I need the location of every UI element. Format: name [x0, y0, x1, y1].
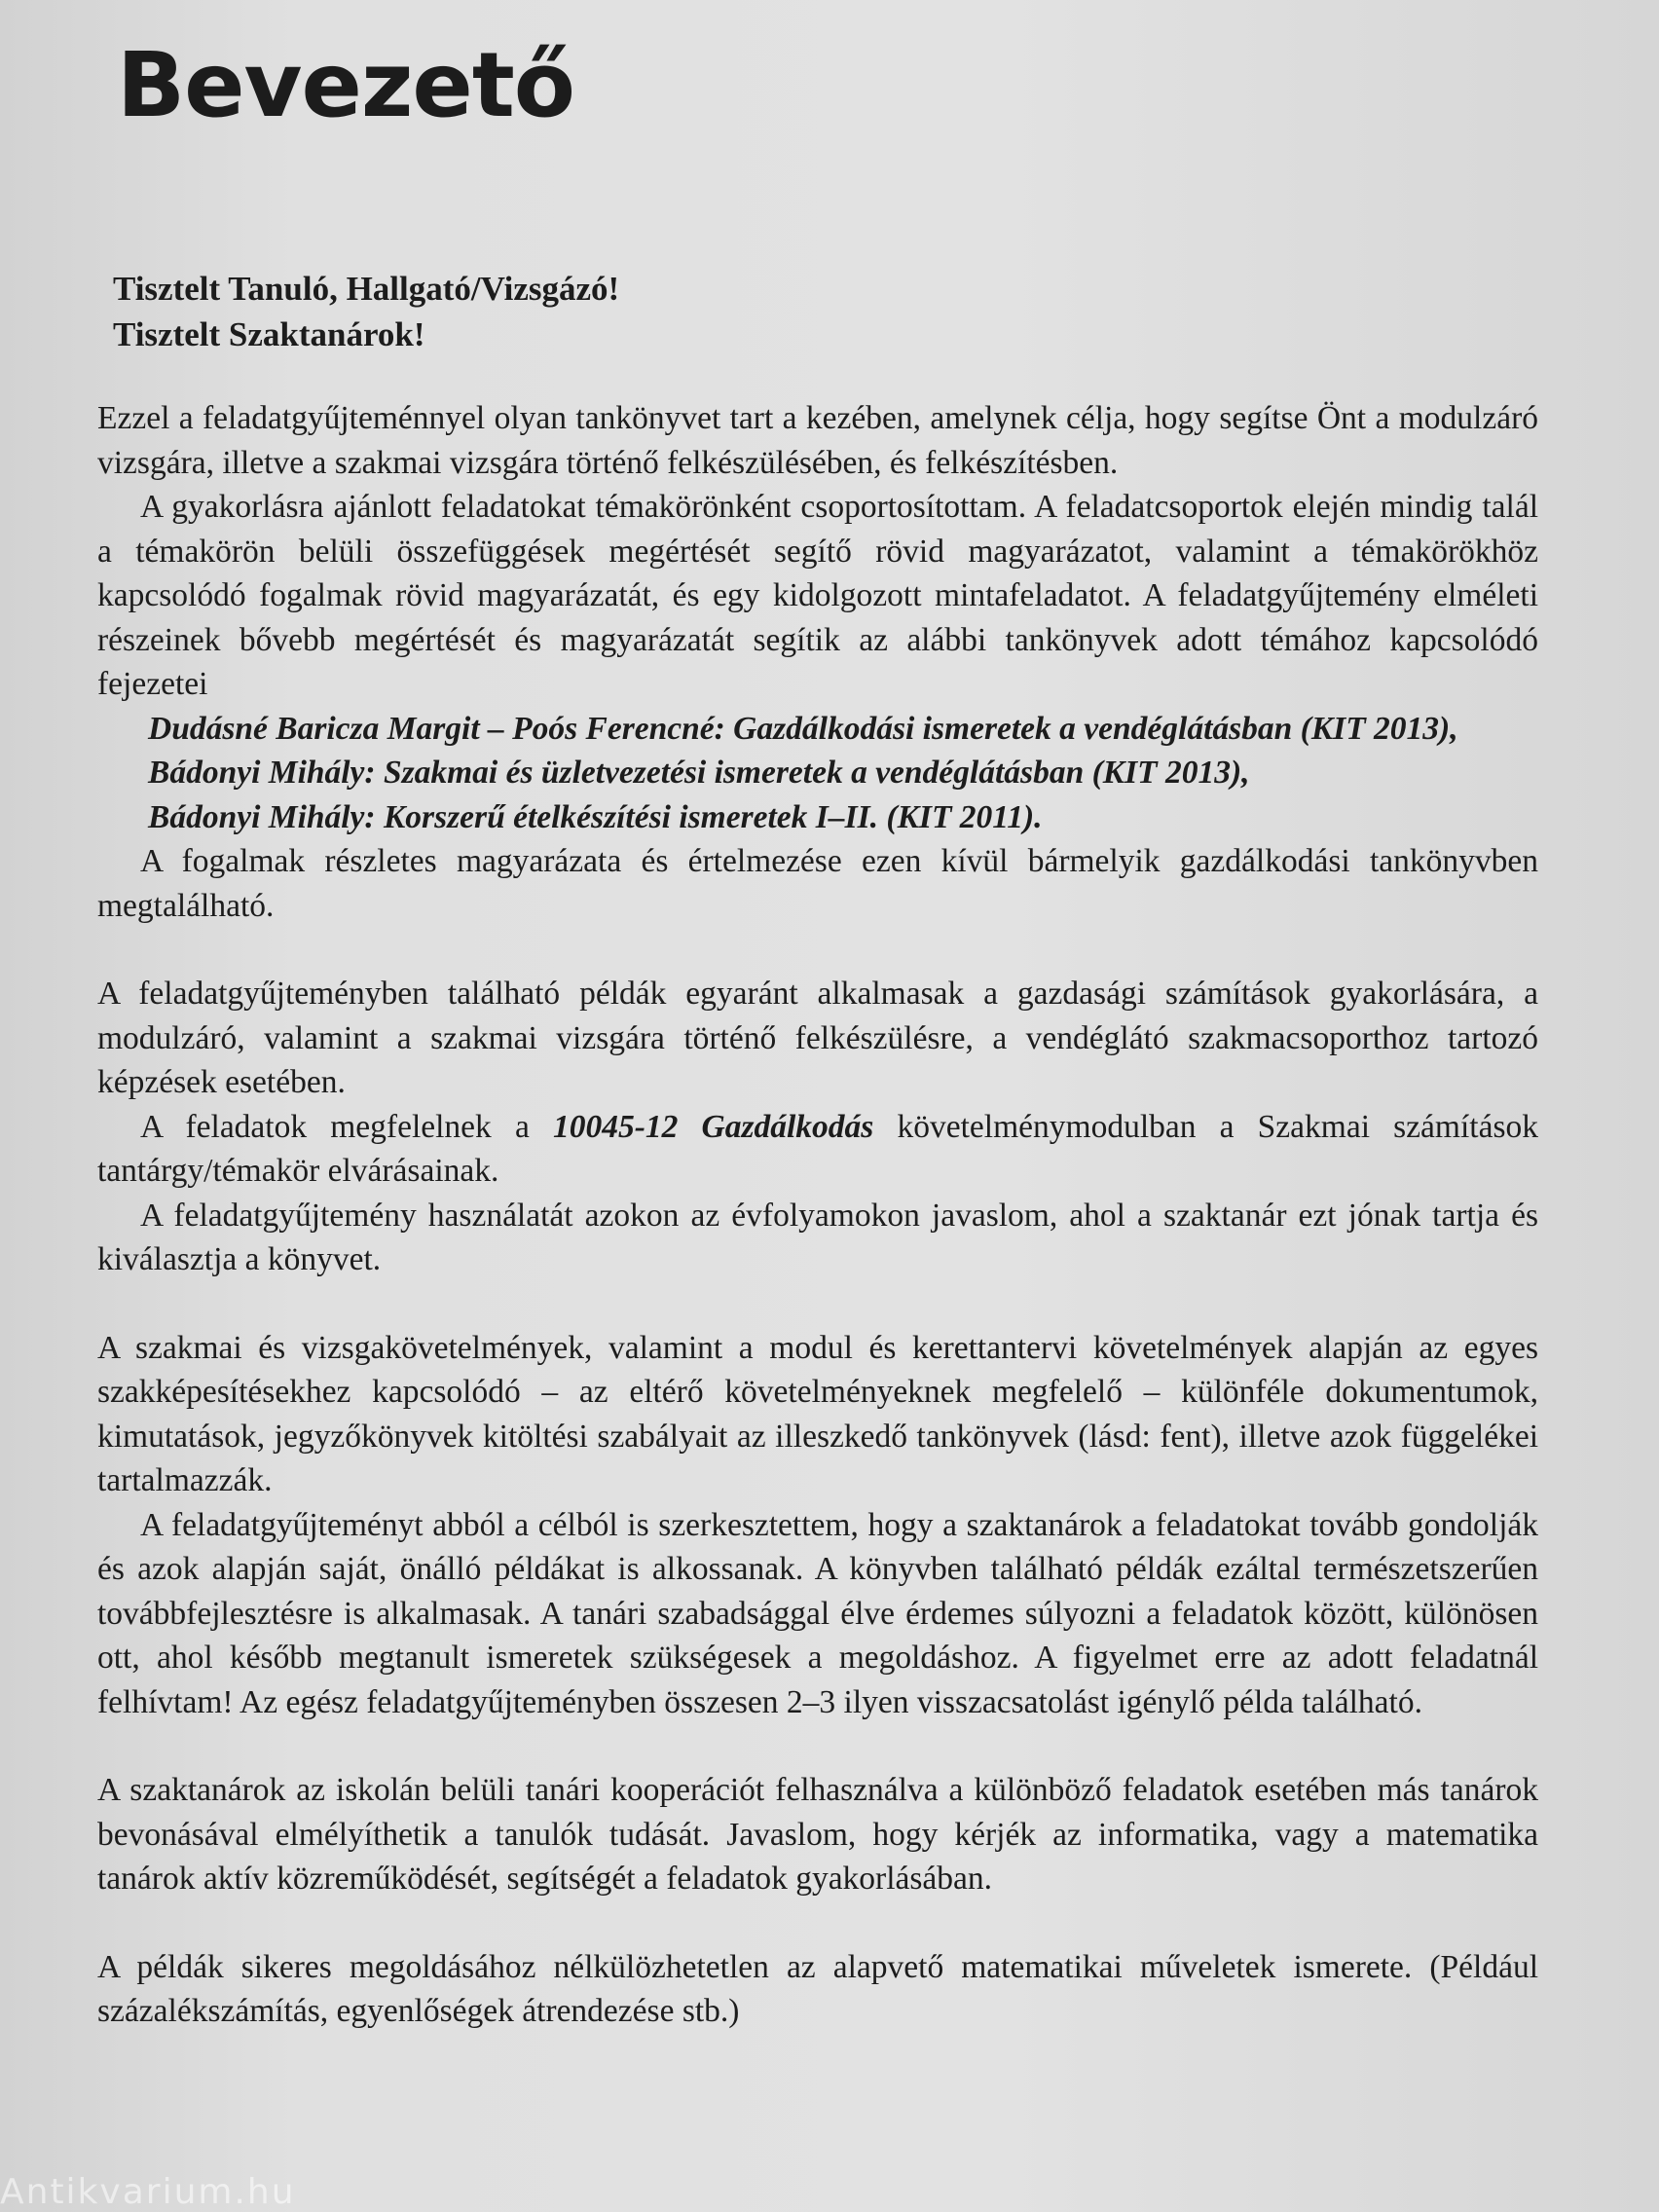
reference-3: Bádonyi Mihály: Korszerű ételkészítési ismeretek I–II. (KIT 2011).	[148, 798, 1043, 835]
paragraph-10: A példák sikeres megoldásához nélkülözhetetlen az alapvető matematikai műveletek ismerete. (Például százalékszámítás, egyenlőségek átrendezése stb.)	[97, 1948, 1538, 2029]
salutation-line-2: Tisztelt Szaktanárok!	[113, 315, 425, 353]
paragraph-5	[97, 1105, 1538, 1194]
module-code: 10045-12 Gazdálkodás	[552, 1108, 874, 1145]
salutation	[97, 266, 1538, 357]
paragraph-8: A feladatgyűjteményt abból a célból is szerkesztettem, hogy a szaktanárok a feladatokat tovább gondolják és azok alapján saját, önálló példákat is alkossanak. A könyvben található példák ezáltal természetszerűen továbbfejlesztésre is alkalmasak. A tanári szabadsággal élve érdemes súlyozni a feladatok között, különösen ott, ahol később megtanult ismeretek szükségesek a megoldáshoz. A figyelmet erre az adott feladatnál felhívtam! Az egész feladatgyűjteményben összesen 2–3 ilyen visszacsatolást igénylő példa található.	[97, 1506, 1538, 1720]
paragraph-3: A fogalmak részletes magyarázata és értelmezése ezen kívül bármelyik gazdálkodási tankönyvben megtalálható.	[97, 843, 1538, 924]
watermark: Antikvarium.hu	[0, 2172, 296, 2212]
reference-list	[97, 707, 1538, 840]
paragraph-7: A szakmai és vizsgakövetelmények, valamint a modul és kerettantervi követelmények alapján az egyes szakképesítésekhez kapcsolódó – az eltérő követelményeknek megfelelő – különféle dokumentumok, kimutatások, jegyzőkönyvek kitöltési szabályait az illeszkedő tankönyvek (lásd: fent), illetve azok függelékei tartalmazzák.	[97, 1329, 1538, 1498]
reference-2: Bádonyi Mihály: Szakmai és üzletvezetési ismeretek a vendéglátásban (KIT 2013),	[148, 755, 1250, 791]
paragraph-2: A gyakorlásra ajánlott feladatokat témakörönként csoportosítottam. A feladatcsoportok elején mindig talál a témakörön belüli összefüggések megértését segítő rövid magyarázatot, valamint a témakörökhöz kapcsolódó fogalmak rövid magyarázatát, és egy kidolgozott mintafeladatot. A feladatgyűjtemény elméleti részeinek bővebb megértését és magyarázatát segítik az alábbi tankönyvek adott témához kapcsolódó fejezetei	[97, 489, 1538, 702]
paragraph-1: Ezzel a feladatgyűjteménnyel olyan tankönyvet tart a kezében, amelynek célja, hogy segítse Önt a modulzáró vizsgára, illetve a szakmai vizsgára történő felkészülésében, és felkészítésben.	[97, 400, 1538, 481]
page-title: Bevezető	[117, 33, 575, 137]
paragraph-9: A szaktanárok az iskolán belüli tanári kooperációt felhasználva a különböző feladatok esetében más tanárok bevonásával elmélyíthetik a tanulók tudását. Javaslom, hogy kérjék az informatika, vagy a matematika tanárok aktív közreműködését, segítségét a feladatok gyakorlásában.	[97, 1772, 1538, 1897]
paragraph-5-start: A feladatok megfelelnek a	[140, 1108, 553, 1145]
document-page	[97, 29, 1538, 2034]
paragraph-6: A feladatgyűjtemény használatát azokon az évfolyamokon javaslom, ahol a szaktanár ezt jónak tartja és kiválasztja a könyvet.	[97, 1197, 1538, 1277]
paragraph-5-end: követelménymodulban a Szakmai számítások tantárgy/témakör elvárásainak.	[97, 1108, 1538, 1189]
salutation-line-1: Tisztelt Tanuló, Hallgató/Vizsgázó!	[113, 270, 620, 308]
paragraph-4: A feladatgyűjteményben található példák egyaránt alkalmasak a gazdasági számítások gyakorlására, a modulzáró, valamint a szakmai vizsgára történő felkészülésre, a vendéglátó szakmacsoporthoz tartozó képzések esetében.	[97, 976, 1538, 1100]
body-text	[97, 396, 1538, 2034]
reference-1: Dudásné Baricza Margit – Poós Ferencné: Gazdálkodási ismeretek a vendéglátásban (KIT 2013),	[148, 710, 1458, 747]
